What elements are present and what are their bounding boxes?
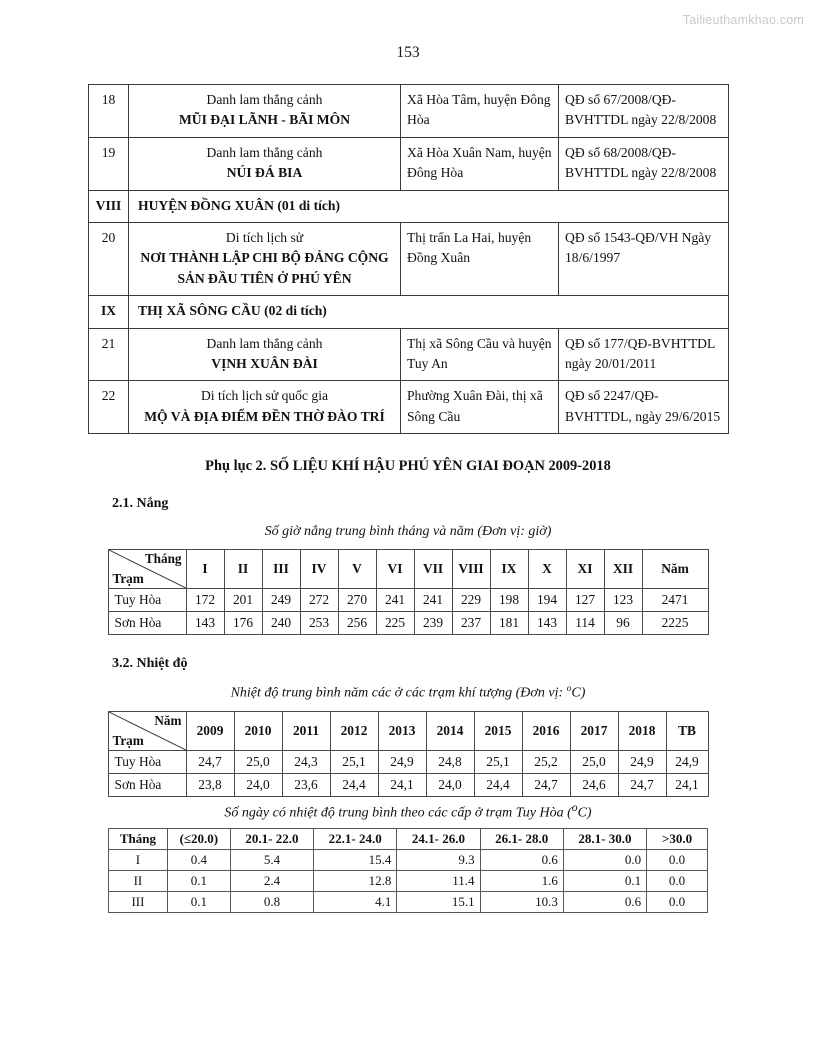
corner-label-top: Năm	[154, 712, 182, 728]
data-cell: 24,6	[570, 773, 618, 796]
data-cell: 25,1	[474, 750, 522, 773]
heritage-location: Thị xã Sông Cầu và huyện Tuy An	[401, 328, 559, 381]
data-cell: 25,1	[330, 750, 378, 773]
table-header-row	[108, 711, 708, 750]
data-cell: 2.4	[230, 871, 313, 892]
column-header: Năm	[642, 550, 708, 589]
data-cell: 0.1	[563, 871, 646, 892]
data-cell: 24,4	[330, 773, 378, 796]
heading-temperature: 3.2. Nhiệt độ	[112, 656, 188, 672]
data-cell: 272	[300, 589, 338, 612]
column-header: V	[338, 550, 376, 589]
data-cell: 181	[490, 612, 528, 635]
heritage-decision: QĐ số 1543-QĐ/VH Ngày 18/6/1997	[559, 222, 729, 295]
table-row	[108, 589, 708, 612]
column-header: 22.1- 24.0	[314, 829, 397, 850]
data-cell: 24,9	[618, 750, 666, 773]
data-cell: 24,0	[234, 773, 282, 796]
data-cell: 253	[300, 612, 338, 635]
data-cell: 12.8	[314, 871, 397, 892]
heritage-location: Xã Hòa Xuân Nam, huyện Đông Hòa	[401, 137, 559, 190]
column-header: TB	[666, 711, 708, 750]
column-header: 28.1- 30.0	[563, 829, 646, 850]
table-row	[108, 773, 708, 796]
table-row	[109, 850, 708, 871]
data-cell: 0.0	[647, 850, 708, 871]
data-cell: 24,7	[522, 773, 570, 796]
heading-sunshine: 2.1. Nắng	[112, 496, 169, 512]
data-cell: 10.3	[480, 892, 563, 913]
data-cell: 240	[262, 612, 300, 635]
caption-text-suffix: C)	[571, 685, 586, 701]
column-header: 20.1- 22.0	[230, 829, 313, 850]
days-by-temperature-band-table	[108, 828, 708, 913]
data-cell: 127	[566, 589, 604, 612]
data-cell: 201	[224, 589, 262, 612]
data-cell: 0.8	[230, 892, 313, 913]
table-row	[89, 222, 729, 295]
data-cell: 24,1	[666, 773, 708, 796]
heritage-number: 19	[89, 137, 129, 190]
heritage-name-cell	[129, 137, 401, 190]
table-row	[89, 381, 729, 434]
caption-text-prefix: Nhiệt độ trung bình năm các ở các trạm khí tượng (Đơn vị:	[230, 685, 567, 701]
section-roman: VIII	[89, 190, 129, 222]
sunshine-hours-table	[108, 549, 709, 635]
watermark-text: Tailieuthamkhao.com	[682, 13, 804, 27]
column-header: VI	[376, 550, 414, 589]
column-header: >30.0	[647, 829, 708, 850]
column-header: XII	[604, 550, 642, 589]
data-cell: 194	[528, 589, 566, 612]
table-header-row	[109, 829, 708, 850]
column-header: XI	[566, 550, 604, 589]
column-header: 2013	[378, 711, 426, 750]
heritage-name-cell	[129, 328, 401, 381]
data-cell: 25,0	[570, 750, 618, 773]
data-cell: 1.6	[480, 871, 563, 892]
data-cell: 24,0	[426, 773, 474, 796]
corner-label-bottom: Trạm	[112, 732, 144, 748]
section-title: HUYỆN ĐỒNG XUÂN (01 di tích)	[129, 190, 729, 222]
data-cell: 15.1	[397, 892, 480, 913]
data-cell: 23,8	[186, 773, 234, 796]
data-cell: 9.3	[397, 850, 480, 871]
caption-days-prefix: Số ngày có nhiệt độ trung bình theo các cấp ở trạm Tuy Hòa (	[224, 805, 572, 821]
appendix-title: Phụ lục 2. SỐ LIỆU KHÍ HẬU PHÚ YÊN GIAI ĐOẠN 2009-2018	[205, 458, 611, 475]
heritage-number: 20	[89, 222, 129, 295]
data-cell: 0.4	[167, 850, 230, 871]
heritage-type: Danh lam thắng cảnh	[206, 92, 323, 107]
column-header: 2017	[570, 711, 618, 750]
data-cell: 5.4	[230, 850, 313, 871]
data-cell: 96	[604, 612, 642, 635]
data-cell: 24,1	[378, 773, 426, 796]
column-header: (≤20.0)	[167, 829, 230, 850]
heritage-title: VỊNH XUÂN ĐÀI	[211, 355, 318, 371]
column-header: 2012	[330, 711, 378, 750]
data-cell: 229	[452, 589, 490, 612]
station-name: Sơn Hòa	[108, 773, 186, 796]
table-row	[109, 892, 708, 913]
page-content	[88, 84, 728, 913]
table-row	[109, 871, 708, 892]
column-header: IV	[300, 550, 338, 589]
heritage-name-cell	[129, 222, 401, 295]
column-header: 2014	[426, 711, 474, 750]
heritage-title: NÚI ĐÁ BIA	[226, 165, 303, 181]
month-label: II	[109, 871, 168, 892]
heritage-type: Di tích lịch sử quốc gia	[200, 388, 329, 404]
column-header: X	[528, 550, 566, 589]
data-cell: 23,6	[282, 773, 330, 796]
table-row	[108, 750, 708, 773]
heritage-title: MŨI ĐẠI LÃNH - BÃI MÔN	[178, 112, 351, 128]
heritage-location: Phường Xuân Đài, thị xã Sông Cầu	[401, 381, 559, 434]
data-cell: 25,2	[522, 750, 570, 773]
data-cell: 0.6	[563, 892, 646, 913]
column-header: Tháng	[109, 829, 168, 850]
data-cell: 2471	[642, 589, 708, 612]
table-header-row	[108, 550, 708, 589]
caption-days-table	[88, 801, 728, 822]
column-header: 2016	[522, 711, 570, 750]
data-cell: 225	[376, 612, 414, 635]
data-cell: 0.1	[167, 871, 230, 892]
heritage-name-cell	[129, 381, 401, 434]
data-cell: 114	[566, 612, 604, 635]
data-cell: 241	[376, 589, 414, 612]
column-header: 2015	[474, 711, 522, 750]
table-row	[89, 328, 729, 381]
column-header: VIII	[452, 550, 490, 589]
column-header: 24.1- 26.0	[397, 829, 480, 850]
column-header: I	[186, 550, 224, 589]
data-cell: 15.4	[314, 850, 397, 871]
heritage-number: 18	[89, 85, 129, 138]
data-cell: 24,4	[474, 773, 522, 796]
column-header: 2010	[234, 711, 282, 750]
table-row	[89, 137, 729, 190]
degree-superscript: o	[571, 800, 578, 814]
heritage-location: Thị trấn La Hai, huyện Đồng Xuân	[401, 222, 559, 295]
corner-label-top: Tháng	[144, 551, 182, 567]
data-cell: 0.0	[647, 871, 708, 892]
station-name: Sơn Hòa	[108, 612, 186, 635]
caption-sunshine-table: Số giờ nắng trung bình tháng và năm (Đơn vị: giờ)	[264, 524, 552, 540]
data-cell: 172	[186, 589, 224, 612]
data-cell: 143	[186, 612, 224, 635]
heritage-type: Danh lam thắng cảnh	[206, 144, 323, 160]
table-row	[108, 612, 708, 635]
section-roman: IX	[89, 296, 129, 328]
data-cell: 0.0	[647, 892, 708, 913]
data-cell: 0.0	[563, 850, 646, 871]
annual-temperature-table	[108, 711, 709, 797]
column-header: VII	[414, 550, 452, 589]
data-cell: 256	[338, 612, 376, 635]
data-cell: 24,9	[378, 750, 426, 773]
column-header: 2018	[618, 711, 666, 750]
data-cell: 241	[414, 589, 452, 612]
heritage-number: 22	[89, 381, 129, 434]
heritage-decision: QĐ số 2247/QĐ-BVHTTDL, ngày 29/6/2015	[559, 381, 729, 434]
diagonal-corner-cell	[108, 711, 186, 750]
station-name: Tuy Hòa	[108, 589, 186, 612]
data-cell: 249	[262, 589, 300, 612]
heritage-type: Di tích lịch sử	[225, 229, 304, 245]
data-cell: 24,7	[186, 750, 234, 773]
data-cell: 25,0	[234, 750, 282, 773]
table-row	[89, 85, 729, 138]
section-title: THỊ XÃ SÔNG CẦU (02 di tích)	[129, 296, 729, 328]
data-cell: 0.1	[167, 892, 230, 913]
page-number: 153	[396, 44, 420, 61]
caption-days-suffix: C)	[577, 805, 592, 821]
heritage-location: Xã Hòa Tâm, huyện Đông Hòa	[401, 85, 559, 138]
station-name: Tuy Hòa	[108, 750, 186, 773]
data-cell: 239	[414, 612, 452, 635]
degree-superscript: o	[566, 684, 572, 695]
data-cell: 270	[338, 589, 376, 612]
data-cell: 24,9	[666, 750, 708, 773]
data-cell: 24,3	[282, 750, 330, 773]
data-cell: 0.6	[480, 850, 563, 871]
data-cell: 24,8	[426, 750, 474, 773]
heritage-table	[88, 84, 729, 434]
caption-temperature-table	[88, 684, 728, 702]
data-cell: 4.1	[314, 892, 397, 913]
column-header: 26.1- 28.0	[480, 829, 563, 850]
column-header: 2009	[186, 711, 234, 750]
month-label: III	[109, 892, 168, 913]
heritage-type: Danh lam thắng cảnh	[206, 335, 323, 351]
column-header: II	[224, 550, 262, 589]
data-cell: 11.4	[397, 871, 480, 892]
data-cell: 2225	[642, 612, 708, 635]
heritage-name-cell	[129, 85, 401, 138]
heritage-decision: QĐ số 67/2008/QĐ-BVHTTDL ngày 22/8/2008	[559, 85, 729, 138]
table-section-row	[89, 296, 729, 328]
heritage-decision: QĐ số 177/QĐ-BVHTTDL ngày 20/01/2011	[559, 328, 729, 381]
heritage-number: 21	[89, 328, 129, 381]
diagonal-corner-cell	[108, 550, 186, 589]
column-header: IX	[490, 550, 528, 589]
column-header: III	[262, 550, 300, 589]
heritage-title: NƠI THÀNH LẬP CHI BỘ ĐẢNG CỘNG SẢN ĐẦU TIÊN Ở PHÚ YÊN	[140, 250, 389, 286]
data-cell: 198	[490, 589, 528, 612]
heritage-decision: QĐ số 68/2008/QĐ-BVHTTDL ngày 22/8/2008	[559, 137, 729, 190]
column-header: 2011	[282, 711, 330, 750]
table-section-row	[89, 190, 729, 222]
month-label: I	[109, 850, 168, 871]
data-cell: 237	[452, 612, 490, 635]
corner-label-bottom: Trạm	[112, 571, 144, 587]
data-cell: 123	[604, 589, 642, 612]
data-cell: 143	[528, 612, 566, 635]
data-cell: 24,7	[618, 773, 666, 796]
data-cell: 176	[224, 612, 262, 635]
heritage-title: MỘ VÀ ĐỊA ĐIỂM ĐỀN THỜ ĐÀO TRÍ	[144, 408, 385, 424]
